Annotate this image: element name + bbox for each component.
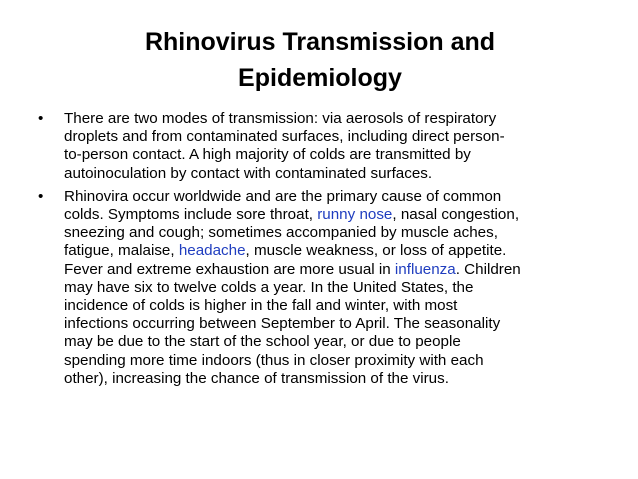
slide-title bbox=[60, 24, 580, 96]
bullet-text-segment: . Children may have six to twelve colds a year. In the United States, the incidence of colds is higher in the fall and winter, with most infections occurring between September to April. The seasonality may be due to the start of the school year, or due to people spending more time indoors (thus in closer proximity with each other), increasing the chance of transmission of the virus. bbox=[64, 260, 521, 387]
slide-title-line-2: Epidemiology bbox=[238, 64, 402, 92]
bullet-epidemiology bbox=[38, 188, 604, 388]
bullet-marker: • bbox=[38, 110, 44, 127]
bullet-text-segment: Rhinovira occur worldwide and are the primary cause of common colds. Symptoms include sore throat, bbox=[64, 187, 502, 224]
bullet-text: There are two modes of transmission: via aerosols of respiratory droplets and from contaminated surfaces, including direct person- to-person contact. A high majority of colds are transmitted by autoinoculation by contact with contaminated surfaces. bbox=[64, 110, 505, 182]
bullet-text-segment: , nasal congestion, sneezing and cough; sometimes accompanied by muscle aches, fatigue, malaise, bbox=[64, 206, 520, 260]
influenza-link[interactable]: influenza bbox=[394, 260, 456, 278]
bullet-text-segment: , muscle weakness, or loss of appetite. Fever and extreme exhaustion are more usual in bbox=[64, 242, 507, 278]
runny-nose-link[interactable]: runny nose bbox=[317, 206, 393, 224]
headache-link[interactable]: headache bbox=[178, 242, 246, 260]
bullet-transmission-modes bbox=[38, 110, 604, 183]
bullet-list bbox=[38, 110, 604, 393]
slide-title-line-1: Rhinovirus Transmission and bbox=[144, 28, 496, 56]
bullet-marker: • bbox=[38, 187, 44, 205]
